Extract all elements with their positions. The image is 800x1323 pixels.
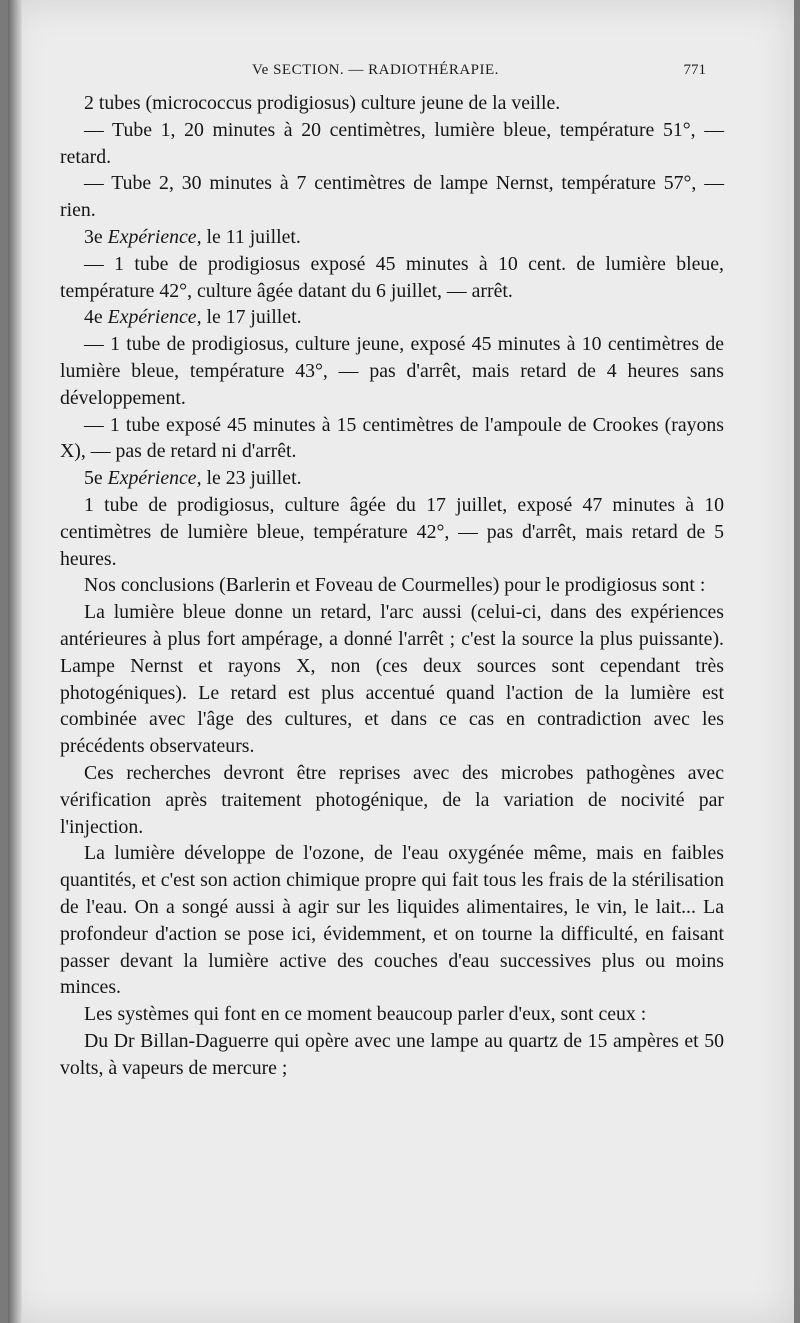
paragraph: Nos conclusions (Barlerin et Foveau de Courmelles) pour le prodigiosus sont : <box>84 574 706 597</box>
paragraph: La lumière développe de l'ozone, de l'eau oxygénée même, mais en faibles quantités, et c'est son action chimique propre qui fait tous les frais de la stérilisation de l'eau. On a songé aussi à agir sur les liquides alimentaires, le vin, le lait... La profondeur d'action se pose ici, évidemment, et on tourne la difficulté, en faisant passer devant la lumière active des couches d'eau successives plus ou moins minces. <box>60 842 724 999</box>
paragraph: Du Dr Billan-Daguerre qui opère avec une lampe au quartz de 15 ampères et 50 volts, à vapeurs de mercure ; <box>60 1029 724 1079</box>
experiment-number: 5e <box>84 467 103 490</box>
experiment-label: Expérience, <box>107 467 202 490</box>
experiment-number: 4e <box>84 306 103 329</box>
section-title: Ve SECTION. — RADIOTHÉRAPIE. <box>252 62 499 78</box>
paragraph: — Tube 1, 20 minutes à 20 centimètres, lumière bleue, température 51°, — retard. <box>60 118 724 168</box>
page-gutter-shadow <box>8 0 22 1323</box>
body-text <box>60 90 724 1081</box>
experiment-date: le 11 juillet. <box>201 225 301 248</box>
paragraph-heading <box>60 224 724 251</box>
paragraph: La lumière bleue donne un retard, l'arc aussi (celui-ci, dans des expériences antérieures à plus fort ampérage, a donné l'arrêt ; c'est la source la plus puissante). Lampe Nernst et rayons X, non (ces deux sources sont cependant très photogéniques). Le retard est plus accentué quand l'action de la lumière est combinée avec l'âge des cultures, et dans ce cas en contradiction avec les précédents observateurs. <box>60 601 724 758</box>
paragraph: — 1 tube de prodigiosus, culture jeune, exposé 45 minutes à 10 centimètres de lumière bleue, température 43°, — pas d'arrêt, mais retard de 4 heures sans développement. <box>60 333 724 409</box>
experiment-label: Expérience, <box>107 225 202 248</box>
paragraph: — Tube 2, 30 minutes à 7 centimètres de lampe Nernst, température 57°, — rien. <box>60 172 724 222</box>
paragraph: — 1 tube de prodigiosus exposé 45 minutes à 10 cent. de lumière bleue, température 42°, culture âgée datant du 6 juillet, — arrêt. <box>60 252 724 302</box>
paragraph-heading <box>60 304 724 331</box>
experiment-label: Expérience, <box>107 306 202 329</box>
book-page <box>8 0 794 1323</box>
experiment-number: 3e <box>84 225 103 248</box>
experiment-date: le 23 juillet. <box>201 467 302 490</box>
paragraph: Les systèmes qui font en ce moment beaucoup parler d'eux, sont ceux : <box>84 1003 647 1026</box>
paragraph: 2 tubes (micrococcus prodigiosus) culture jeune de la veille. <box>84 92 561 114</box>
paragraph: 1 tube de prodigiosus, culture âgée du 17 juillet, exposé 47 minutes à 10 centimètres de lumière bleue, température 42°, — pas d'arrêt, mais retard de 5 heures. <box>60 493 724 570</box>
page-number: 771 <box>683 62 706 78</box>
paragraph-heading <box>60 465 724 492</box>
running-header <box>8 62 794 86</box>
paragraph: Ces recherches devront être reprises avec des microbes pathogènes avec vérification après traitement photogénique, de la variation de nocivité par l'injection. <box>60 761 724 838</box>
experiment-date: le 17 juillet. <box>201 306 302 329</box>
paragraph: — 1 tube exposé 45 minutes à 15 centimètres de l'ampoule de Crookes (rayons X), — pas de retard ni d'arrêt. <box>60 413 724 463</box>
